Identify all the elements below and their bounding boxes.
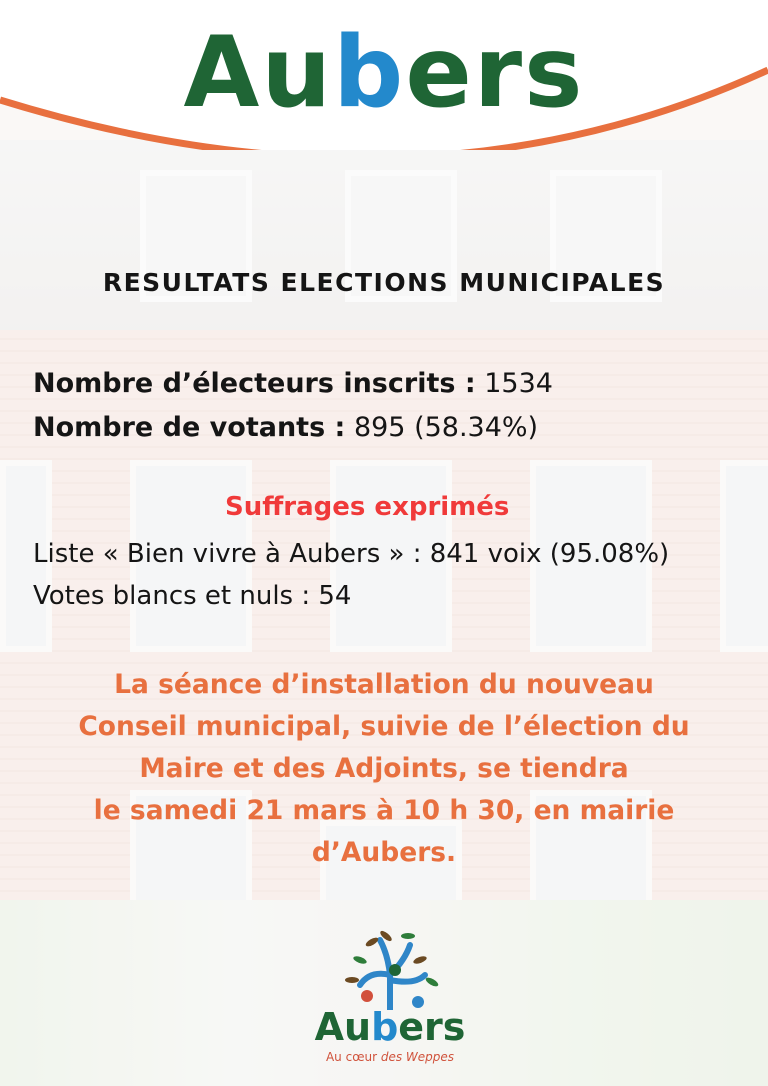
notice-line: le samedi 21 mars à 10 h 30, en mairie <box>93 795 675 826</box>
page-title: RESULTATS ELECTIONS MUNICIPALES <box>102 268 666 297</box>
inscrits-line: Nombre d’électeurs inscrits : 1534 <box>33 368 553 399</box>
footer-logo: Aubers Au cœur des Weppes <box>300 930 480 1070</box>
blancs-result: Votes blancs et nuls : 54 <box>33 581 352 611</box>
notice-line: La séance d’installation du nouveau <box>114 669 654 700</box>
suffrages-heading: Suffrages exprimés <box>225 492 510 522</box>
suffrages-results <box>33 533 669 617</box>
notice-line: Conseil municipal, suivie de l’élection du <box>78 711 690 742</box>
notice-line: Maire et des Adjoints, se tiendra <box>139 753 629 784</box>
footer-tagline: Au cœur des Weppes <box>325 1050 455 1064</box>
voter-stats <box>33 362 553 450</box>
tree-icon <box>300 930 480 1010</box>
aubers-logo: Aubers <box>183 16 585 130</box>
votants-line: Nombre de votants : 895 (58.34%) <box>33 412 539 443</box>
liste-result: Liste « Bien vivre à Aubers » : 841 voix (95.08%) <box>33 539 670 569</box>
installation-notice <box>20 664 748 874</box>
notice-line: d’Aubers. <box>311 837 457 868</box>
